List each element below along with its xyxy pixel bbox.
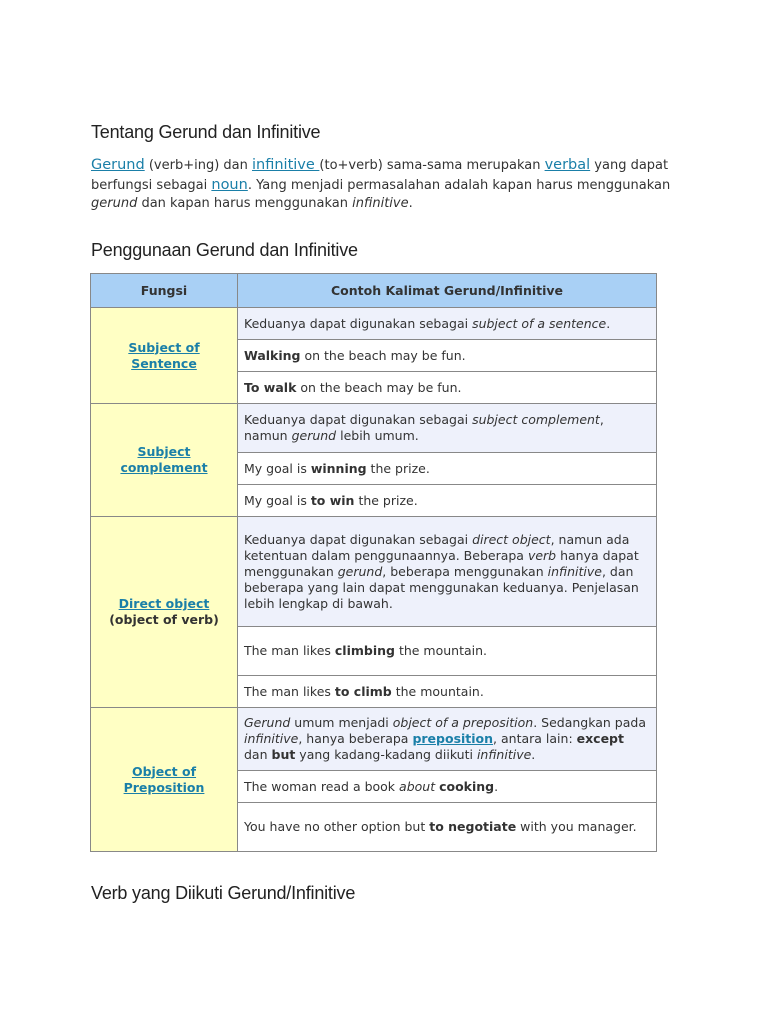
text: the prize. xyxy=(366,460,430,476)
example-cell xyxy=(238,340,657,372)
text: (to+verb) sama-sama merupakan xyxy=(319,158,545,173)
section-title-gerund-infinitive: Tentang Gerund dan Infinitive xyxy=(91,122,321,142)
text-italic: direct object xyxy=(472,531,551,547)
text: the mountain. xyxy=(394,643,488,658)
example-cell xyxy=(238,453,657,485)
header-fungsi: Fungsi xyxy=(91,274,238,308)
text: . xyxy=(606,315,611,331)
text-italic: object of a preposition xyxy=(392,715,534,730)
table-row xyxy=(91,517,657,627)
fungsi-cell xyxy=(91,404,238,517)
text: umum menjadi xyxy=(290,715,393,730)
text-bold: to negotiate xyxy=(429,819,517,834)
text: yang dapat berfungsi sebagai xyxy=(91,158,669,193)
example-cell xyxy=(238,372,657,404)
text-italic: infinitive xyxy=(244,731,299,746)
example-cell xyxy=(238,803,657,852)
intro-paragraph xyxy=(91,156,671,214)
header-contoh: Contoh Kalimat Gerund/Infinitive xyxy=(238,274,657,308)
text: hanya dapat menggunakan xyxy=(244,547,639,579)
text-italic: infinitive xyxy=(547,563,602,579)
text-bold: To walk xyxy=(244,379,297,395)
text: The man likes xyxy=(244,683,335,699)
example-cell xyxy=(238,708,657,771)
text-italic: gerund xyxy=(291,428,337,443)
fungsi-cell xyxy=(91,517,238,708)
section-title-verb-diikuti: Verb yang Diikuti Gerund/Infinitive xyxy=(91,883,356,903)
text: yang kadang-kadang diikuti xyxy=(295,747,477,762)
text: , namun ada ketentuan dalam penggunaannya. Beberapa xyxy=(244,531,630,563)
text: on the beach may be fun. xyxy=(296,379,462,395)
text: My goal is xyxy=(244,460,311,476)
text: The woman read a book xyxy=(244,778,400,794)
text-italic: infinitive xyxy=(352,196,409,211)
example-cell xyxy=(238,676,657,708)
example-cell xyxy=(238,627,657,676)
text: . Yang menjadi permasalahan adalah kapan harus menggunakan xyxy=(247,177,671,193)
text: You have no other option but xyxy=(244,819,430,834)
link-preposition[interactable]: preposition xyxy=(412,731,494,746)
example-cell xyxy=(238,771,657,803)
text-bold: climbing xyxy=(334,643,395,658)
fungsi-note: (object of verb) xyxy=(109,612,219,627)
link-gerund[interactable]: Gerund xyxy=(91,157,145,173)
text-bold: but xyxy=(271,747,296,762)
usage-table xyxy=(90,273,657,852)
text: the mountain. xyxy=(391,683,484,699)
text-italic: verb xyxy=(527,547,557,563)
link-verbal[interactable]: verbal xyxy=(544,157,591,173)
text-italic: infinitive xyxy=(476,747,532,762)
text: . xyxy=(531,747,536,762)
text-italic: about xyxy=(399,778,436,794)
text: , dan beberapa yang lain dapat menggunakan keduanya. Penjelasan lebih lengkap di bawah. xyxy=(244,563,639,611)
text-bold: cooking xyxy=(439,778,495,794)
text: Keduanya dapat digunakan sebagai xyxy=(244,412,473,427)
example-cell xyxy=(238,308,657,340)
text-italic: subject complement xyxy=(472,412,600,427)
table-row xyxy=(91,308,657,340)
link-infinitive[interactable]: infinitive xyxy=(252,157,320,173)
text-bold: to climb xyxy=(334,683,392,699)
text: . xyxy=(408,196,413,211)
link-noun[interactable]: noun xyxy=(211,176,248,193)
section-title-penggunaan: Penggunaan Gerund dan Infinitive xyxy=(91,240,358,260)
text: dan kapan harus menggunakan xyxy=(137,196,353,211)
text-bold: winning xyxy=(310,460,367,476)
table-row xyxy=(91,708,657,771)
text: , beberapa menggunakan xyxy=(382,563,548,579)
text-italic: gerund xyxy=(91,196,138,211)
fungsi-cell xyxy=(91,708,238,852)
table-header-row xyxy=(91,274,657,308)
text: with you manager. xyxy=(516,819,637,834)
text: (verb+ing) dan xyxy=(144,158,252,173)
link-subject-complement[interactable]: Subject complement xyxy=(120,444,208,475)
text: , hanya beberapa xyxy=(298,731,413,746)
text: on the beach may be fun. xyxy=(300,347,466,363)
example-cell xyxy=(238,485,657,517)
text: The man likes xyxy=(244,643,335,658)
text-bold: Walking xyxy=(244,347,301,363)
text-italic: Gerund xyxy=(244,715,291,730)
text: Keduanya dapat digunakan sebagai xyxy=(244,531,473,547)
example-cell xyxy=(238,404,657,453)
link-direct-object[interactable]: Direct object xyxy=(118,596,210,611)
text: My goal is xyxy=(244,492,311,508)
link-subject-of-sentence[interactable]: Subject of Sentence xyxy=(128,339,200,371)
text: , namun xyxy=(244,412,604,443)
text-italic: gerund xyxy=(337,563,383,579)
text: . xyxy=(494,778,499,794)
text-bold: except xyxy=(576,731,624,746)
fungsi-cell xyxy=(91,308,238,404)
text-italic: subject of a sentence xyxy=(472,315,607,331)
link-object-of-preposition[interactable]: Object of Preposition xyxy=(123,763,205,795)
text-bold: to win xyxy=(310,492,355,508)
text: the prize. xyxy=(354,492,418,508)
example-cell xyxy=(238,517,657,627)
text: lebih umum. xyxy=(336,428,419,443)
text: . Sedangkan pada xyxy=(533,715,646,730)
table-row xyxy=(91,404,657,453)
text: Keduanya dapat digunakan sebagai xyxy=(244,315,473,331)
text: dan xyxy=(244,747,272,762)
text: , antara lain: xyxy=(493,731,577,746)
